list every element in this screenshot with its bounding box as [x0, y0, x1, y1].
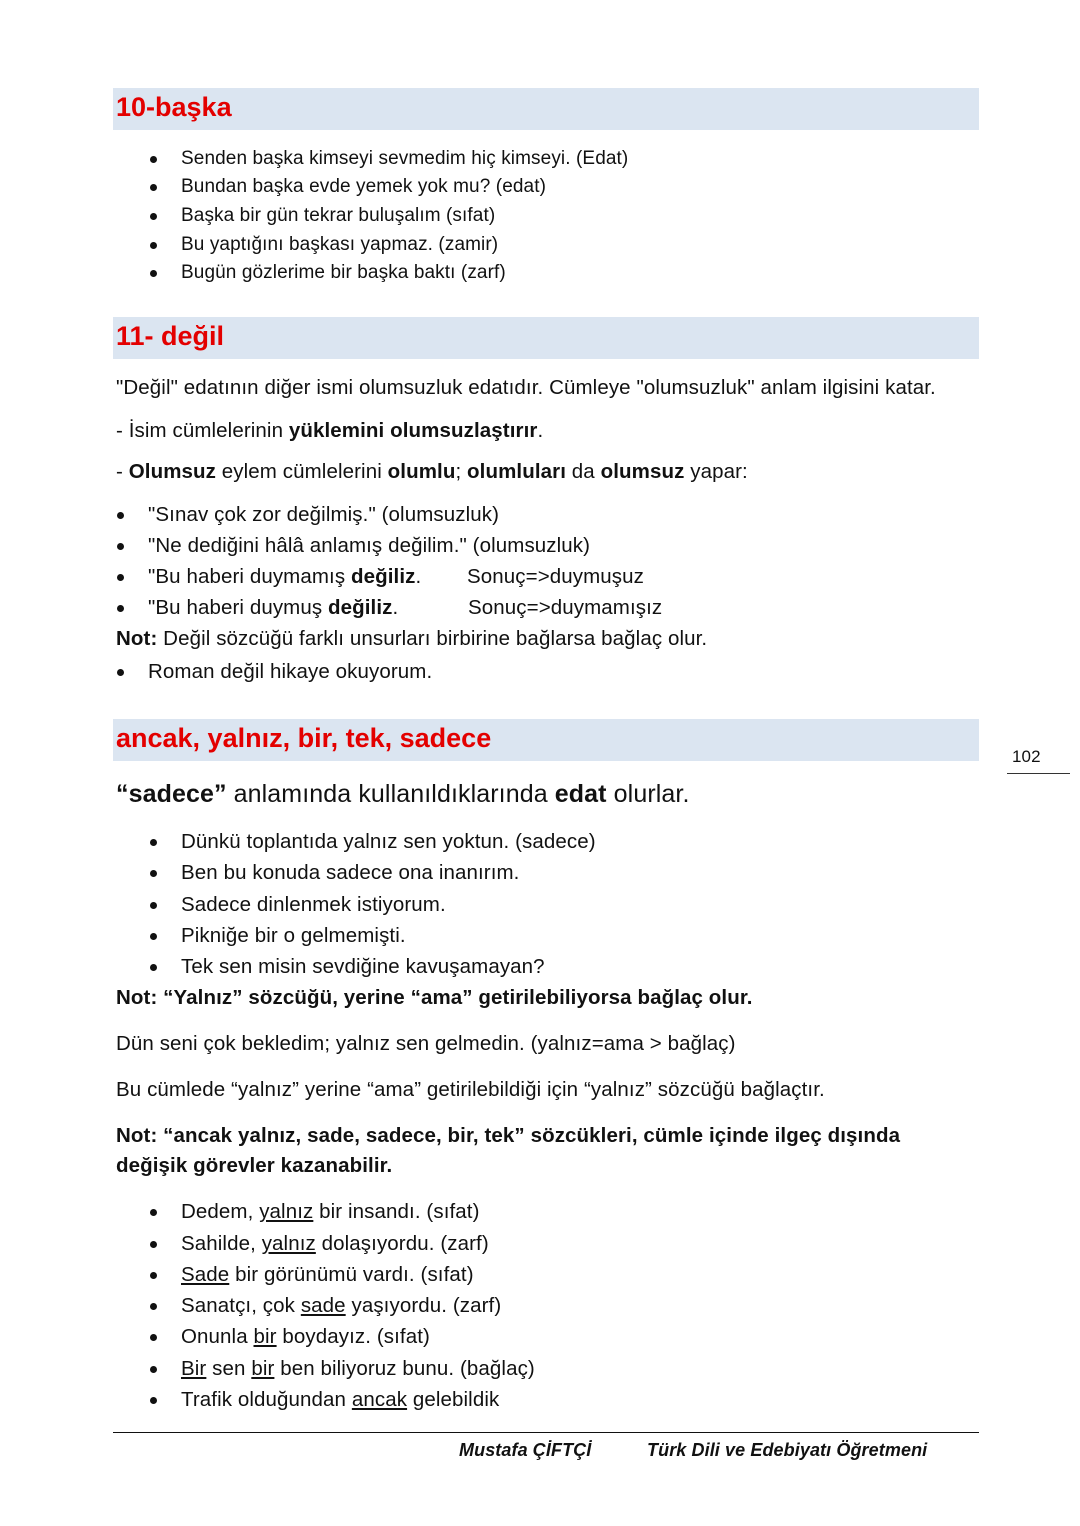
paragraph: - Olumsuz eylem cümlelerini olumlu; olumluları da olumsuz yapar: [116, 460, 748, 483]
bullet-icon [117, 543, 124, 550]
bullet-icon [150, 964, 157, 971]
paragraph: Dün seni çok bekledim; yalnız sen gelmedin. (yalnız=ama > bağlaç) [116, 1032, 736, 1055]
bullet-icon [150, 1272, 157, 1279]
section-heading-baska [113, 88, 979, 130]
bullet-icon [150, 1241, 157, 1248]
list-item: Pikniğe bir o gelmemişti. [181, 924, 406, 947]
bullet-icon [150, 933, 157, 940]
list-item: Bugün gözlerime bir başka baktı (zarf) [181, 262, 506, 283]
note: Not: “ancak yalnız, sade, sadece, bir, tek” sözcükleri, cümle içinde ilgeç dışında [116, 1124, 901, 1147]
bullet-icon [150, 184, 157, 191]
note: Not: Değil sözcüğü farklı unsurları birbirine bağlarsa bağlaç olur. [116, 627, 708, 650]
bullet-icon [150, 156, 157, 163]
list-item: Onunla bir boydayız. (sıfat) [181, 1325, 430, 1348]
bullet-icon [150, 213, 157, 220]
list-item: Tek sen misin sevdiğine kavuşamayan? [181, 955, 545, 978]
list-item: Trafik olduğundan ancak gelebildik [181, 1388, 500, 1411]
paragraph: "Değil" edatının diğer ismi olumsuzluk edatıdır. Cümleye "olumsuzluk" anlam ilgisini katar. [116, 376, 936, 399]
bullet-icon [150, 870, 157, 877]
result-text: Sonuç=>duymuşuz [467, 565, 645, 588]
list-item: "Bu haberi duymuş değiliz. [148, 596, 399, 619]
list-item: Sanatçı, çok sade yaşıyordu. (zarf) [181, 1294, 502, 1317]
list-item: Bir sen bir ben biliyoruz bunu. (bağlaç) [181, 1357, 535, 1380]
bullet-icon [150, 1334, 157, 1341]
bullet-icon [117, 669, 124, 676]
list-item: Başka bir gün tekrar buluşalım (sıfat) [181, 205, 496, 226]
page-number-rule [1007, 773, 1070, 774]
bullet-icon [117, 605, 124, 612]
result-text: Sonuç=>duymamışız [468, 596, 663, 619]
bullet-icon [150, 1209, 157, 1216]
heading-text: ancak, yalnız, bir, tek, sadece [116, 723, 492, 753]
list-item: Roman değil hikaye okuyorum. [148, 660, 433, 683]
section-heading-degil [113, 317, 979, 359]
intro: “sadece” anlamında kullanıldıklarında edat olurlar. [116, 780, 690, 808]
footer-author: Mustafa ÇİFTÇİ [459, 1440, 592, 1460]
list-item: Ben bu konuda sadece ona inanırım. [181, 861, 520, 884]
list-item: Bu yaptığını başkası yapmaz. (zamir) [181, 234, 499, 255]
bullet-icon [150, 839, 157, 846]
paragraph: - İsim cümlelerinin yüklemini olumsuzlaştırır. [116, 419, 544, 442]
bullet-icon [117, 574, 124, 581]
section-heading-ancak [113, 719, 979, 761]
list-item: Dünkü toplantıda yalnız sen yoktun. (sadece) [181, 830, 596, 853]
bullet-icon [150, 1303, 157, 1310]
bullet-icon [150, 1366, 157, 1373]
heading-text: 11- değil [116, 321, 225, 351]
list-item: "Ne dediğini hâlâ anlamış değilim." (olumsuzluk) [148, 534, 591, 557]
footer-rule [113, 1432, 979, 1433]
list-item: Bundan başka evde yemek yok mu? (edat) [181, 176, 547, 197]
list-item: Sahilde, yalnız dolaşıyordu. (zarf) [181, 1232, 489, 1255]
heading-text: 10-başka [116, 92, 232, 122]
list-item: "Bu haberi duymamış değiliz. [148, 565, 422, 588]
footer-role: Türk Dili ve Edebiyatı Öğretmeni [647, 1440, 928, 1460]
list-item: Sade bir görünümü vardı. (sıfat) [181, 1263, 474, 1286]
bullet-icon [150, 1397, 157, 1404]
list-item: Senden başka kimseyi sevmedim hiç kimseyi. (Edat) [181, 148, 629, 169]
bullet-icon [150, 902, 157, 909]
list-item: "Sınav çok zor değilmiş." (olumsuzluk) [148, 503, 500, 526]
bullet-icon [150, 242, 157, 249]
paragraph: Bu cümlede “yalnız” yerine “ama” getirilebildiği için “yalnız” sözcüğü bağlaçtır. [116, 1078, 825, 1101]
list-item: Sadece dinlenmek istiyorum. [181, 893, 446, 916]
bullet-icon [150, 270, 157, 277]
bullet-icon [117, 512, 124, 519]
note: Not: “Yalnız” sözcüğü, yerine “ama” getirilebiliyorsa bağlaç olur. [116, 986, 753, 1009]
page-number: 102 [1012, 747, 1041, 766]
list-item: Dedem, yalnız bir insandı. (sıfat) [181, 1200, 480, 1223]
note: değişik görevler kazanabilir. [116, 1154, 393, 1177]
